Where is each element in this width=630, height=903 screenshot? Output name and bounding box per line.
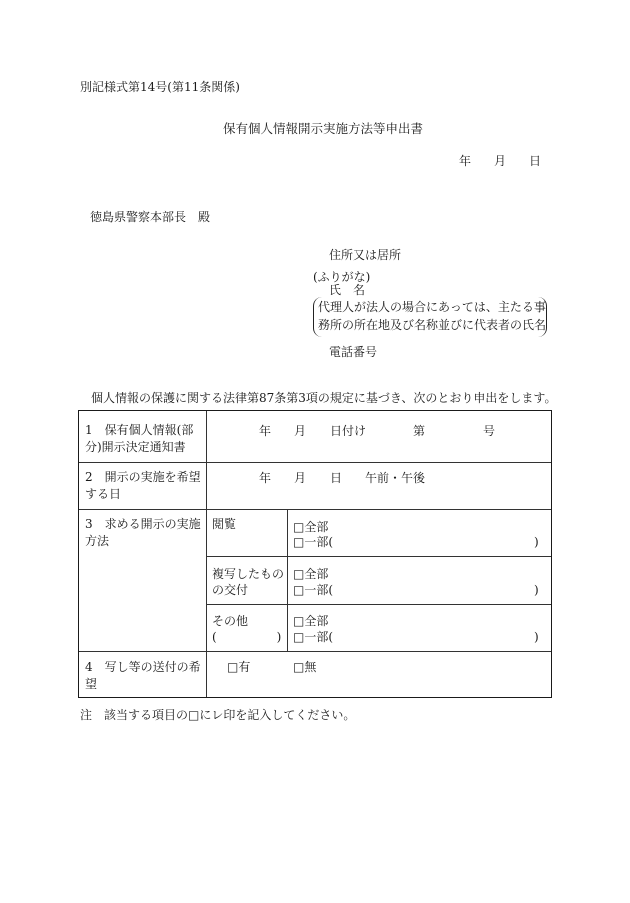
row2-label-line1: 2 開示の実施を希望 xyxy=(85,470,201,484)
proxy-note-line2: 務所の所在地及び名称並びに代表者の氏名 xyxy=(318,318,547,332)
row1-month: 月 xyxy=(294,424,307,438)
method-inspection-part-checkbox[interactable]: □一部( xyxy=(293,535,334,549)
method-other-part-close: ) xyxy=(534,630,539,644)
row2-year: 年 xyxy=(259,471,272,485)
proxy-note-line1: 代理人が法人の場合にあっては、主たる事 xyxy=(318,300,546,314)
row1-year: 年 xyxy=(259,424,272,438)
method-other-label-line2: ( ) xyxy=(212,630,282,644)
row-divider xyxy=(79,462,551,463)
row2-am-pm: 午前・午後 xyxy=(365,471,426,485)
method-copy-all-checkbox[interactable]: □全部 xyxy=(293,567,329,581)
delivery-no-checkbox[interactable]: □無 xyxy=(293,660,317,674)
form-title: 保有個人情報開示実施方法等申出書 xyxy=(223,121,424,136)
row-divider xyxy=(206,604,551,605)
application-form-table xyxy=(78,410,552,698)
row-divider xyxy=(79,651,551,652)
row1-label-line2: 分)開示決定通知書 xyxy=(85,440,186,454)
column-divider xyxy=(287,509,288,651)
phone-label: 電話番号 xyxy=(329,345,378,359)
form-number: 別記様式第14号(第11条関係) xyxy=(80,80,240,94)
footnote: 注 該当する項目の□にレ印を記入してください。 xyxy=(80,708,356,722)
date-day-label: 日 xyxy=(529,154,542,168)
row-divider xyxy=(206,556,551,557)
row1-go: 号 xyxy=(483,424,496,438)
method-inspection-part-close: ) xyxy=(534,535,539,549)
method-copy-part-close: ) xyxy=(534,583,539,597)
addressee: 徳島県警察本部長 殿 xyxy=(90,210,211,224)
furigana-label: (ふりがな) xyxy=(313,270,371,284)
method-other-part-checkbox[interactable]: □一部( xyxy=(293,630,334,644)
row1-dated: 日付け xyxy=(330,424,367,438)
method-other-label-line1: その他 xyxy=(212,614,249,628)
row-divider xyxy=(79,509,551,510)
intro-text: 個人情報の保護に関する法律第87条第3項の規定に基づき、次のとおり申出をします。 xyxy=(91,391,557,405)
method-copy-label-line1: 複写したもの xyxy=(212,567,285,581)
date-month-label: 月 xyxy=(494,154,507,168)
row4-label-line1: 4 写し等の送付の希 xyxy=(85,660,201,674)
row4-label-line2: 望 xyxy=(85,677,98,691)
row1-label-line1: 1 保有個人情報(部 xyxy=(85,423,194,437)
row2-day: 日 xyxy=(330,471,343,485)
date-year-label: 年 xyxy=(459,154,472,168)
address-label: 住所又は居所 xyxy=(329,248,402,262)
method-copy-label-line2: の交付 xyxy=(212,583,249,597)
row2-month: 月 xyxy=(294,471,307,485)
method-other-all-checkbox[interactable]: □全部 xyxy=(293,614,329,628)
method-inspection-all-checkbox[interactable]: □全部 xyxy=(293,520,329,534)
method-inspection-label: 閲覧 xyxy=(212,517,237,531)
name-label: 氏 名 xyxy=(329,283,366,297)
row1-dai: 第 xyxy=(413,424,426,438)
row3-label-line1: 3 求める開示の実施 xyxy=(85,517,201,531)
column-divider xyxy=(206,411,207,697)
method-copy-part-checkbox[interactable]: □一部( xyxy=(293,583,334,597)
row3-label-line2: 方法 xyxy=(85,534,110,548)
delivery-yes-checkbox[interactable]: □有 xyxy=(227,660,251,674)
row2-label-line2: する日 xyxy=(85,487,122,501)
